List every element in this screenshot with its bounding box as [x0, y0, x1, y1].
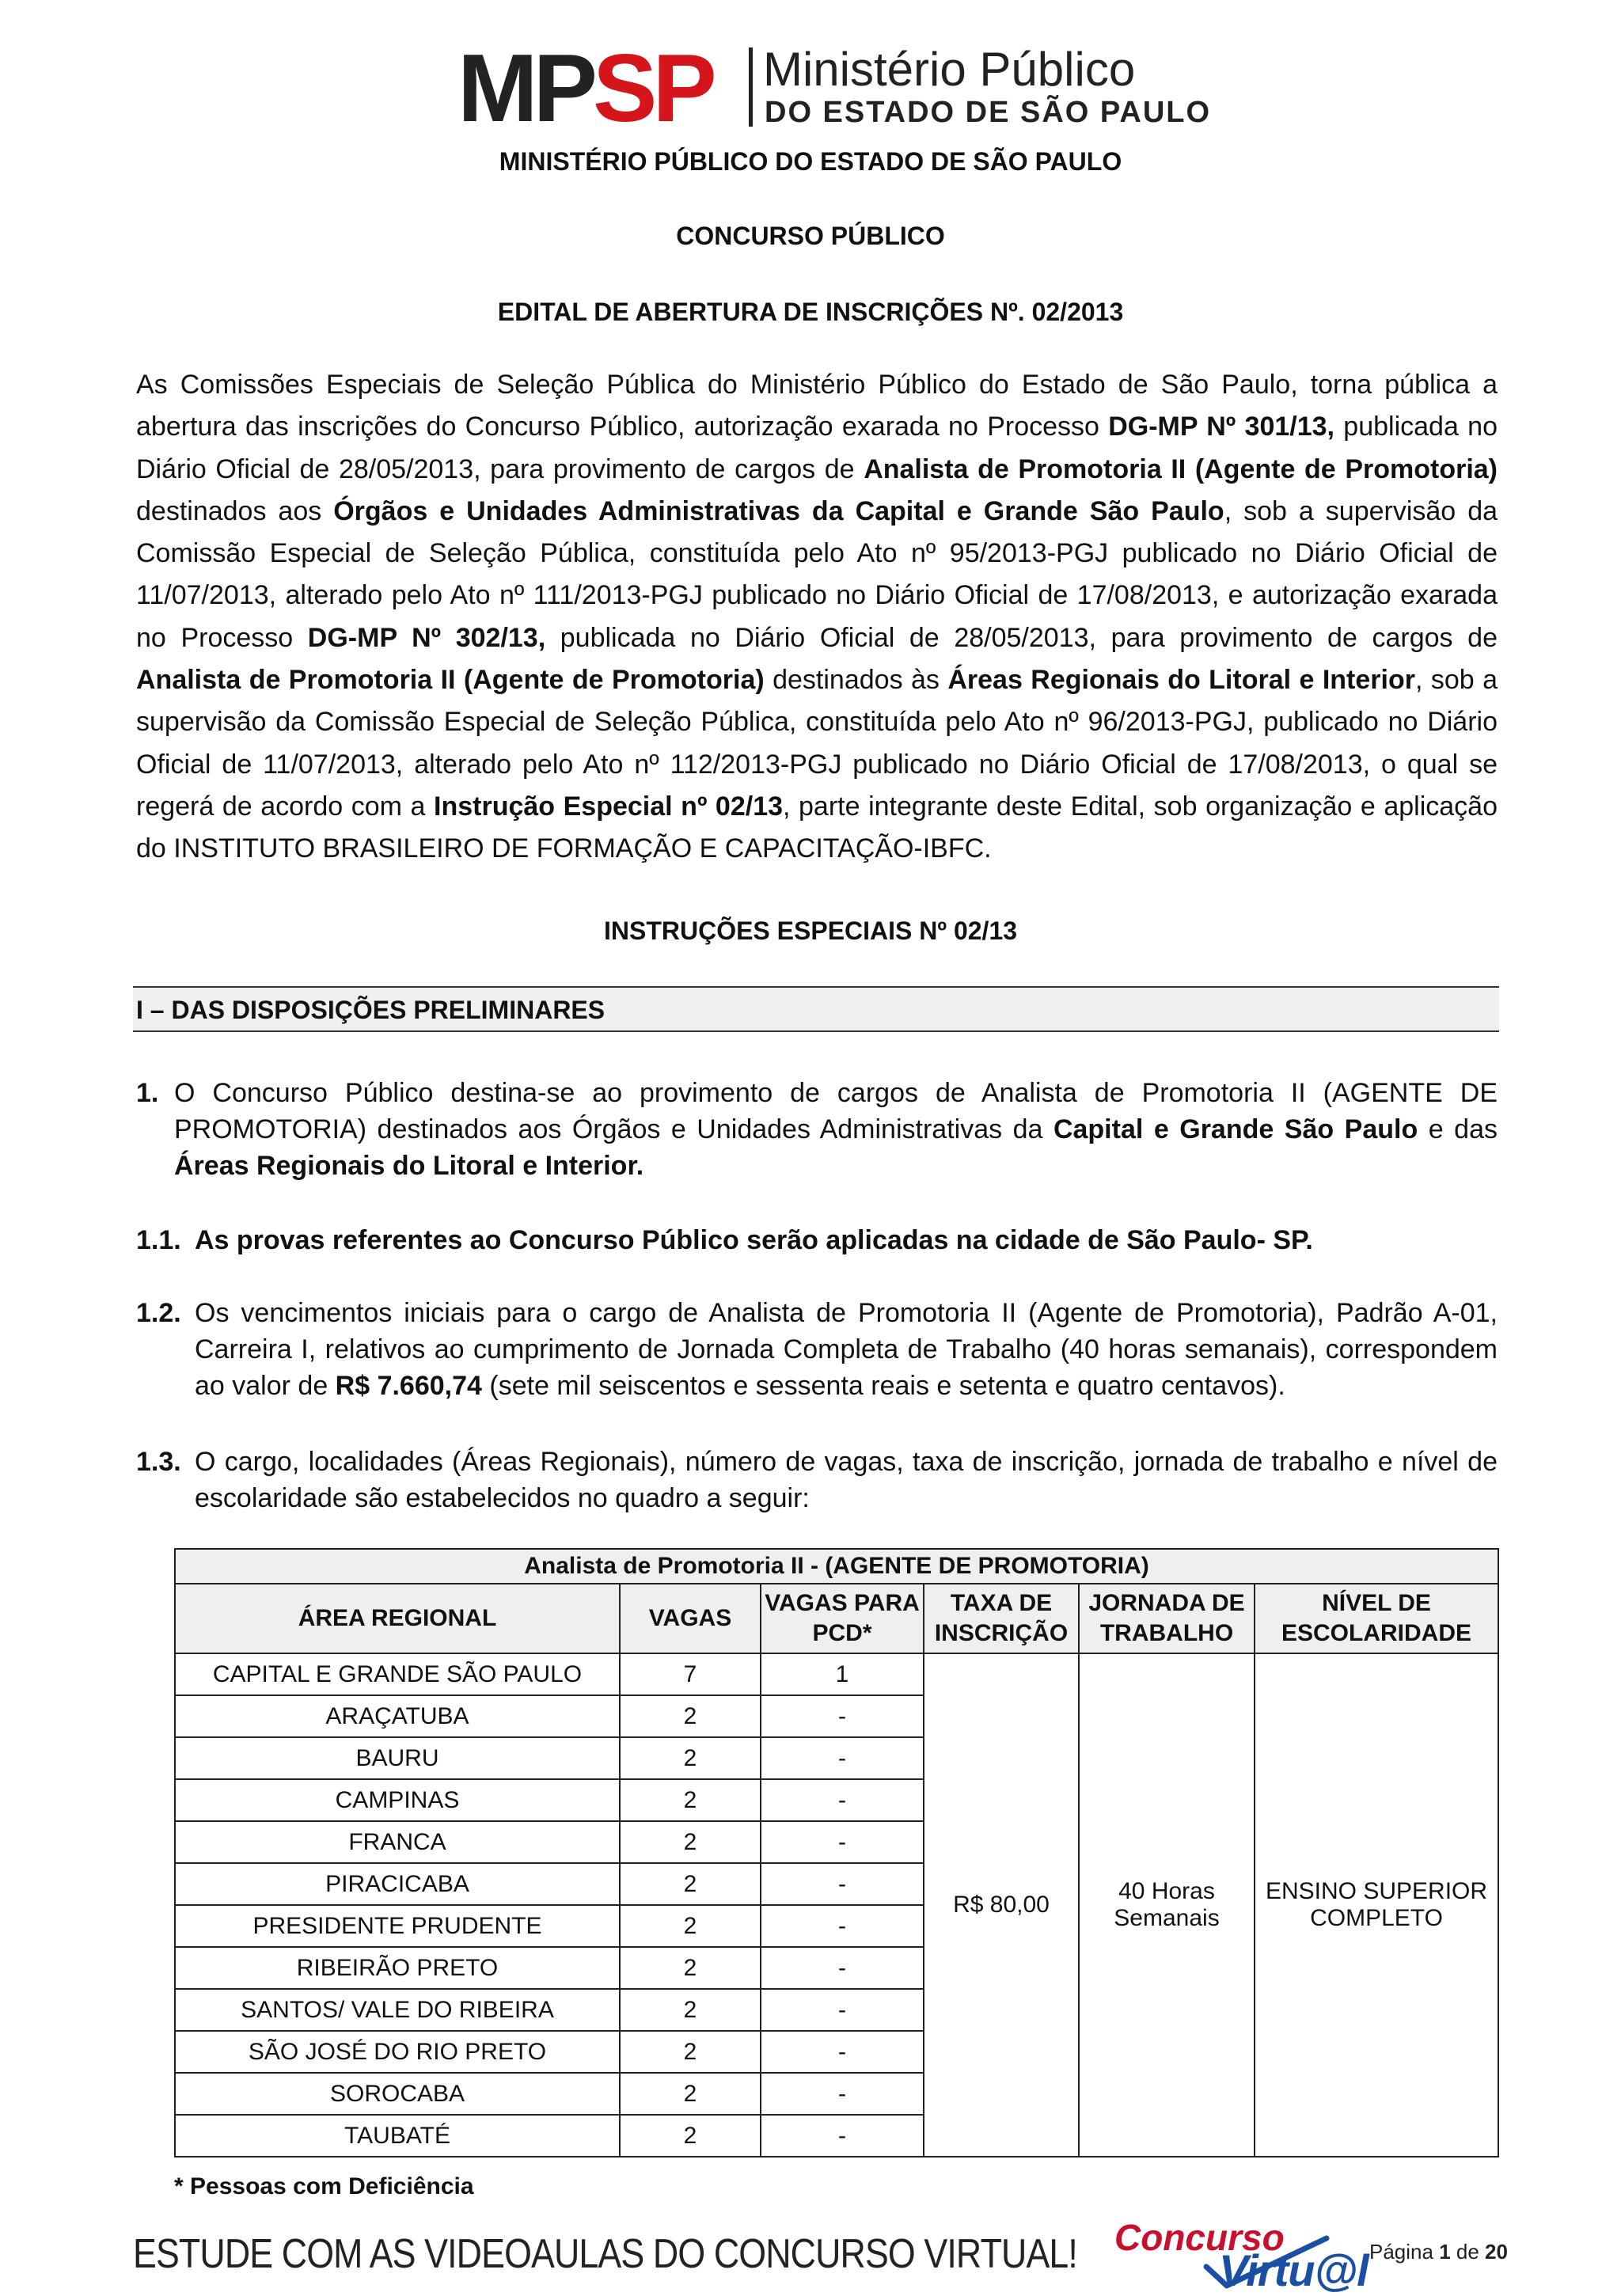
- col-header-taxa: TAXA DE INSCRIÇÃO: [924, 1584, 1079, 1653]
- table-row: BAURU 2 -: [175, 1737, 1498, 1779]
- instructions-title: INSTRUÇÕES ESPECIAIS Nº 02/13: [603, 917, 1018, 945]
- org-title: MINISTÉRIO PÚBLICO DO ESTADO DE SÃO PAULO: [499, 147, 1122, 176]
- table-row: ARAÇATUBA 2 -: [175, 1695, 1498, 1737]
- item-1-1: 1.1. As provas referentes ao Concurso Público serão aplicadas na cidade de São Paulo- SP.: [136, 1225, 1313, 1255]
- item-1-3: 1.3. O cargo, localidades (Áreas Regionais), número de vagas, taxa de inscrição, jornada de trabalho e nível de escolaridade são estabelecidos no quadro a seguir:: [136, 1447, 1498, 1513]
- table-row: SANTOS/ VALE DO RIBEIRA 2 -: [175, 1989, 1498, 2031]
- col-header-jornada: JORNADA DE TRABALHO: [1079, 1584, 1255, 1653]
- table-row: SÃO JOSÉ DO RIO PRETO 2 -: [175, 2031, 1498, 2073]
- logo-virtual-text: Virtu@l: [1219, 2245, 1369, 2295]
- col-header-vagas-pcd: VAGAS PARA PCD*: [761, 1584, 924, 1653]
- vacancy-table: [174, 1548, 1499, 2157]
- concurso-virtual-logo: [1108, 2216, 1369, 2294]
- table-row: TAUBATÉ 2 -: [175, 2115, 1498, 2157]
- table-row: FRANCA 2 -: [175, 1821, 1498, 1863]
- logo-concurso-text: Concurso: [1114, 2217, 1285, 2258]
- mpsp-logo: [457, 34, 1212, 142]
- item-1: 1. O Concurso Público destina-se ao provimento de cargos de Analista de Promotoria II (AGENTE DE PROMOTORIA) destinados aos Órgãos e Unidades Administrativas da Capital e Grande São Paulo e das Áreas Regionais do Litoral e Interior.: [136, 1078, 1498, 1181]
- item-1-2: 1.2. Os vencimentos iniciais para o cargo de Analista de Promotoria II (Agente de Promotoria), Padrão A-01, Carreira I, relativos ao cumprimento de Jornada Completa de Trabalho (40 horas semanais), correspondem ao valor de R$ 7.660,74 (sete mil seiscentos e sessenta reais e setenta e quatro centavos).: [136, 1298, 1498, 1401]
- table-row: CAPITAL E GRANDE SÃO PAULO 7 1 R$ 80,00 40 Horas Semanais ENSINO SUPERIOR COMPLETO: [175, 1653, 1498, 1695]
- jornada-cell: 40 Horas Semanais: [1079, 1653, 1255, 2157]
- logo-divider: [749, 47, 753, 127]
- table-row: SOROCABA 2 -: [175, 2073, 1498, 2115]
- logo-subtitle: DO ESTADO DE SÃO PAULO: [765, 96, 1212, 129]
- table-row: RIBEIRÃO PRETO 2 -: [175, 1947, 1498, 1989]
- section-header: I – DAS DISPOSIÇÕES PRELIMINARES: [133, 986, 1499, 1032]
- footer-advert: ESTUDE COM AS VIDEOAULAS DO CONCURSO VIRTUAL!: [133, 2231, 1078, 2277]
- pcd-footnote: * Pessoas com Deficiência: [174, 2173, 474, 2199]
- logo-mpsp-mark: MPSP: [457, 34, 712, 142]
- intro-paragraph: As Comissões Especiais de Seleção Pública do Ministério Público do Estado de São Paulo, torna pública a abertura das inscrições do Concurso Público, autorização exarada no Processo DG-MP Nº 301/13, publicada no Diário Oficial de 28/05/2013, para provimento de cargos de Analista de Promotoria II (Agente de Promotoria) destinados aos Órgãos e Unidades Administrativas da Capital e Grande São Paulo, sob a supervisão da Comissão Especial de Seleção Pública, constituída pelo Ato nº 95/2013-PGJ publicado no Diário Oficial de 11/07/2013, alterado pelo Ato nº 111/2013-PGJ publicado no Diário Oficial de 17/08/2013, e autorização exarada no Processo DG-MP Nº 302/13, publicada no Diário Oficial de 28/05/2013, para provimento de cargos de Analista de Promotoria II (Agente de Promotoria) destinados às Áreas Regionais do Litoral e Interior, sob a supervisão da Comissão Especial de Seleção Pública, constituída pelo Ato nº 96/2013-PGJ, publicado no Diário Oficial de 11/07/2013, alterado pelo Ato nº 112/2013-PGJ publicado no Diário Oficial de 17/08/2013, o qual se regerá de acordo com a Instrução Especial nº 02/13, parte integrante deste Edital, sob organização e aplicação do INSTITUTO BRASILEIRO DE FORMAÇÃO E CAPACITAÇÃO-IBFC.: [136, 370, 1498, 864]
- contest-title: CONCURSO PÚBLICO: [676, 222, 945, 250]
- table-header-row: [175, 1584, 1498, 1653]
- escolaridade-cell: ENSINO SUPERIOR COMPLETO: [1255, 1653, 1498, 2157]
- page-number: Página 1 de 20: [1369, 2240, 1508, 2264]
- col-header-vagas: VAGAS: [620, 1584, 761, 1653]
- taxa-cell: R$ 80,00: [924, 1653, 1079, 2157]
- col-header-escolaridade: NÍVEL DE ESCOLARIDADE: [1255, 1584, 1498, 1653]
- col-header-area: ÁREA REGIONAL: [175, 1584, 620, 1653]
- edital-title: EDITAL DE ABERTURA DE INSCRIÇÕES Nº. 02/2013: [497, 298, 1124, 326]
- table-row: PIRACICABA 2 -: [175, 1863, 1498, 1905]
- logo-title: Ministério Público: [763, 43, 1136, 96]
- table-row: CAMPINAS 2 -: [175, 1779, 1498, 1821]
- table-row: PRESIDENTE PRUDENTE 2 -: [175, 1905, 1498, 1947]
- table-caption: Analista de Promotoria II - (AGENTE DE PROMOTORIA): [175, 1549, 1498, 1584]
